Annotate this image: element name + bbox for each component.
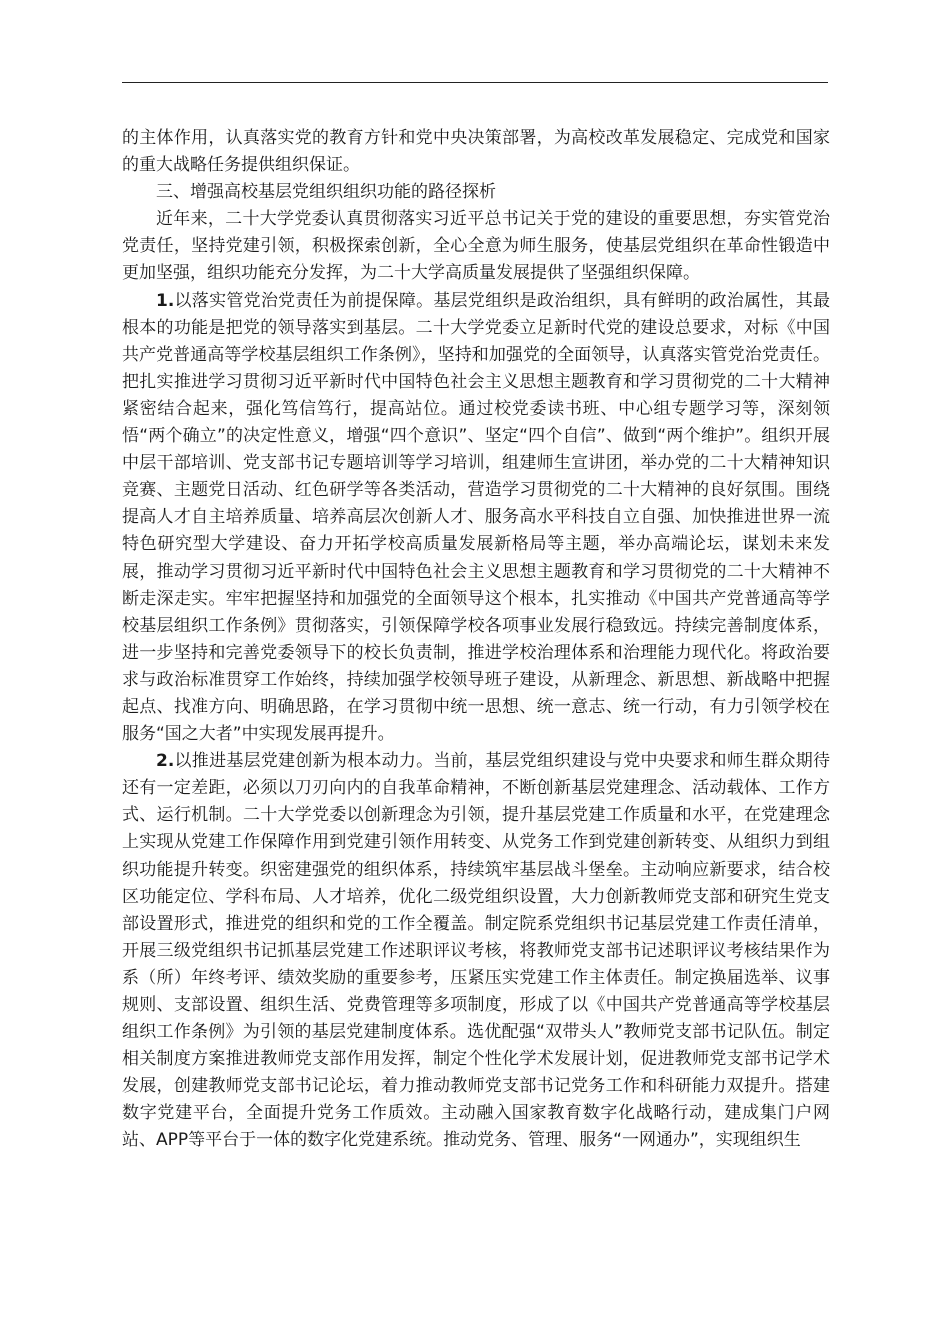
paragraph-point-2: 2.以推进基层党建创新为根本动力。当前，基层党组织建设与党中央要求和师生群众期待还有一定差距，必须以刀刃向内的自我革命精神，不断创新基层党建理念、活动载体、工作方式、运行机制。二十大学党委以创新理念为引领，提升基层党建工作质量和水平，在党建理念上实现从党建工作保障作用到党建引领作用转变、从党务工作到党建创新转变、从组织力到组织功能提升转变。织密建强党的组织体系，持续筑牢基层战斗堡垒。主动响应新要求，结合校区功能定位、学科布局、人才培养，优化二级党组织设置，大力创新教师党支部和研究生党支部设置形式，推进党的组织和党的工作全覆盖。制定院系党组织书记基层党建工作责任清单，开展三级党组织书记抓基层党建工作述职评议考核，将教师党支部书记述职评议考核结果作为系（所）年终考评、绩效奖励的重要参考，压紧压实党建工作主体责任。制定换届选举、议事规则、支部设置、组织生活、党费管理等多项制度，形成了以《中国共产党普通高等学校基层组织工作条例》为引领的基层党建制度体系。选优配强“双带头人”教师党支部书记队伍。制定相关制度方案推进教师党支部作用发挥，制定个性化学术发展计划，促进教师党支部书记学术发展，创建教师党支部书记论坛，着力推动教师党支部书记党务工作和科研能力双提升。搭建数字党建平台，全面提升党务工作质效。主动融入国家教育数字化战略行动，建成集门户网站、APP等平台于一体的数字化党建系统。推动党务、管理、服务“一网通办”，实现组织生 [122,751,830,1151]
paragraph-intro: 近年来，二十大学党委认真贯彻落实习近平总书记关于党的建设的重要思想，夯实管党治党责任，坚持党建引领，积极探索创新，全心全意为师生服务，使基层党组织在革命性锻造中更加坚强，组织功能充分发挥，为二十大学高质量发展提供了坚强组织保障。 [122,209,830,284]
header-rule [122,82,828,83]
document-body [122,125,830,1155]
point-number: 1. [156,290,175,311]
section-heading: 三、增强高校基层党组织组织功能的路径探析 [156,182,496,203]
point-number: 2. [156,751,175,772]
paragraph-continuation: 的主体作用，认真落实党的教育方针和党中央决策部署，为高校改革发展稳定、完成党和国家的重大战略任务提供组织保证。 [122,128,830,176]
paragraph-point-1: 1.以落实管党治党责任为前提保障。基层党组织是政治组织，具有鲜明的政治属性，其最根本的功能是把党的领导落实到基层。二十大学党委立足新时代党的建设总要求，对标《中国共产党普通高等学校基层组织工作条例》，坚持和加强党的全面领导，认真落实管党治党责任。把扎实推进学习贯彻习近平新时代中国特色社会主义思想主题教育和学习贯彻党的二十大精神紧密结合起来，强化笃信笃行，提高站位。通过校党委读书班、中心组专题学习等，深刻领悟“两个确立”的决定性意义，增强“四个意识”、坚定“四个自信”、做到“两个维护”。组织开展中层干部培训、党支部书记专题培训等学习培训，组建师生宣讲团，举办党的二十大精神知识竞赛、主题党日活动、红色研学等各类活动，营造学习贯彻党的二十大精神的良好氛围。围绕提高人才自主培养质量、培养高层次创新人才、服务高水平科技自立自强、加快推进世界一流特色研究型大学建设、奋力开拓学校高质量发展新格局等主题，举办高端论坛，谋划未来发展，推动学习贯彻习近平新时代中国特色社会主义思想主题教育和学习贯彻党的二十大精神不断走深走实。牢牢把握坚持和加强党的全面领导这个根本，扎实推动《中国共产党普通高等学校基层组织工作条例》贯彻落实，引领保障学校各项事业发展行稳致远。持续完善制度体系，进一步坚持和完善党委领导下的校长负责制，推进学校治理体系和治理能力现代化。将政治要求与政治标准贯穿工作始终，持续加强学校领导班子建设，从新理念、新思想、新战略中把握起点、找准方向、明确思路，在学习贯彻中统一思想、统一意志、统一行动，有力引领学校在服务“国之大者”中实现发展再提升。 [122,290,830,745]
